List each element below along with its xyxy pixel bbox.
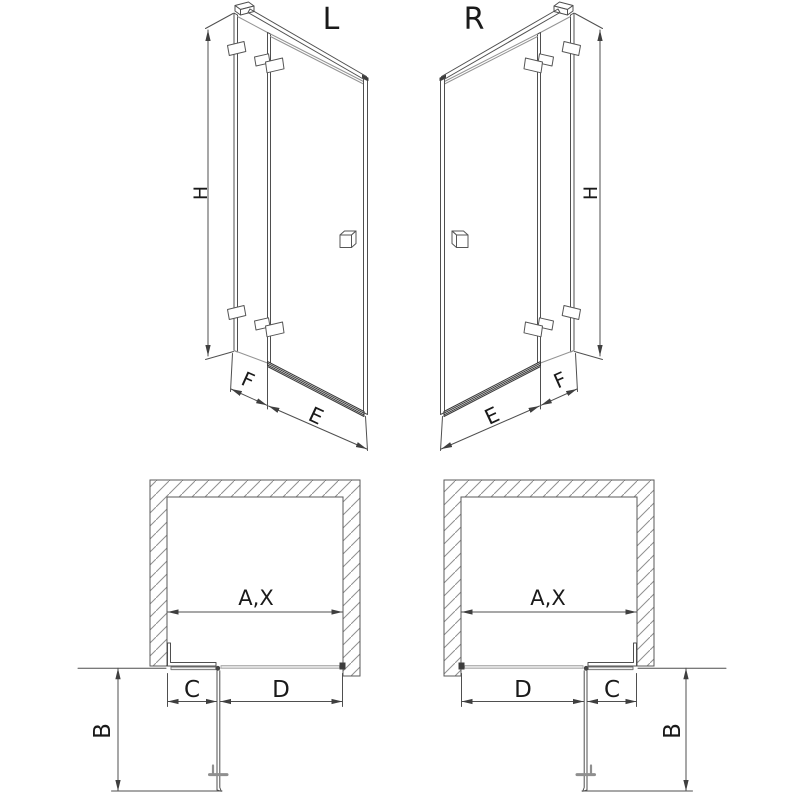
alcove-walls-left — [150, 480, 360, 676]
opening-width-label-right: A,X — [530, 586, 566, 610]
door-segment-label-right: D — [514, 677, 532, 703]
door-width-dim-label-right: E — [480, 402, 504, 430]
fixed-segment-label-right: C — [603, 677, 621, 703]
opening-width-label-left: A,X — [238, 586, 274, 610]
fixed-segment-label-left: C — [183, 677, 201, 703]
height-dim-label-right: H — [580, 185, 602, 201]
swing-depth-label-right: B — [660, 723, 686, 739]
door-width-dim-label-left: E — [304, 402, 328, 430]
alcove-walls-right — [444, 480, 654, 676]
height-dim-label-left: H — [190, 185, 212, 201]
door-segment-label-left: D — [272, 677, 290, 703]
fixed-width-dim-label-left: F — [237, 366, 259, 394]
plan-view-left — [78, 480, 360, 791]
perspective-view-left — [206, 2, 369, 451]
variant-label-right: R — [463, 2, 485, 37]
fixed-width-dim-label-right: F — [549, 366, 571, 394]
perspective-view-right — [440, 2, 603, 451]
variant-label-left: L — [322, 2, 340, 37]
plan-view-right — [444, 480, 726, 791]
swing-depth-label-left: B — [90, 723, 116, 739]
